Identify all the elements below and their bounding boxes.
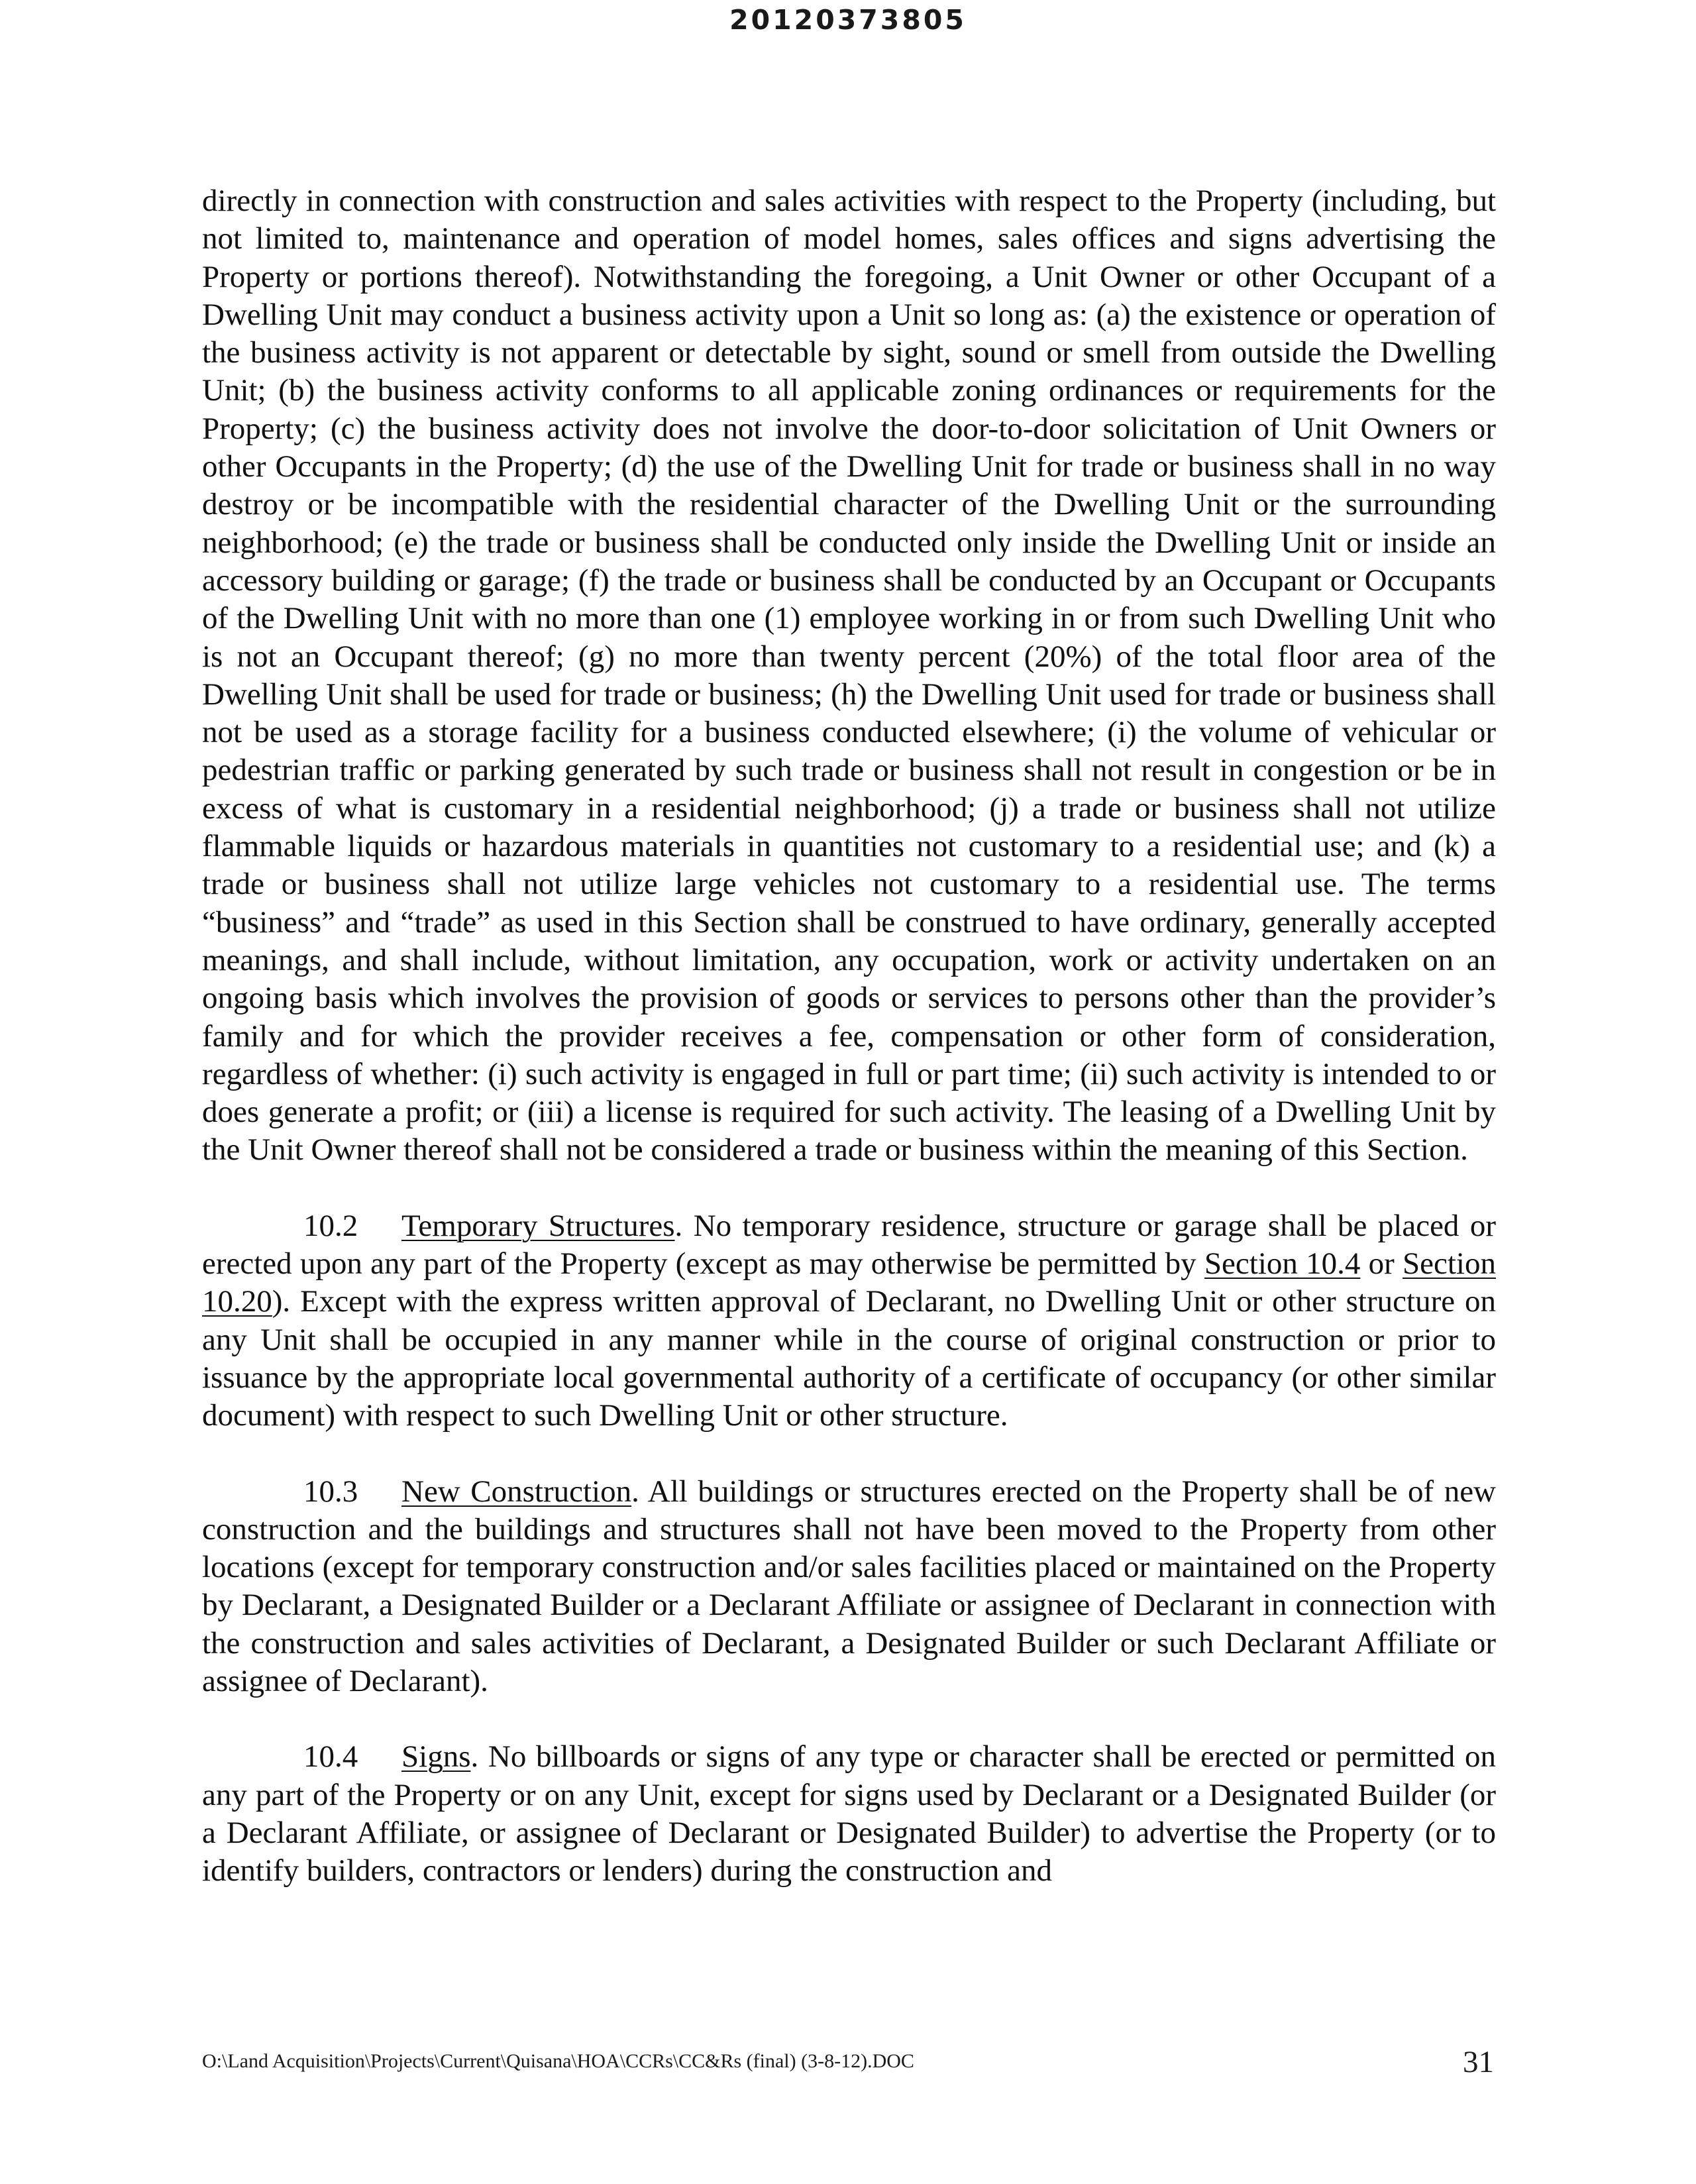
section-text: . All buildings or structures erected on the Property shall be of new construction and the buildings and structures shall not have been moved to the Property from other locations (except for temporary construction and/or sales facilities placed or maintained on the Property by Declarant, a Designated Builder or a Declarant Affiliate or assignee of Declarant in connection with the construction and sales activities of Declarant, a Designated Builder or such Declarant Affiliate or assignee of Declarant). [202, 1474, 1496, 1698]
continuation-paragraph: directly in connection with construction and sales activities with respect to the Property (including, but not limited to, maintenance and operation of model homes, sales offices and signs advertising the Property or portions thereof). Notwithstanding the foregoing, a Unit Owner or other Occupant of a Dwelling Unit may conduct a business activity upon a Unit so long as: (a) the existence or operation of the business activity is not apparent or detectable by sight, sound or smell from outside the Dwelling Unit; (b) the business activity conforms to all applicable zoning ordinances or requirements for the Property; (c) the business activity does not involve the door-to-door solicitation of Unit Owners or other Occupants in the Property; (d) the use of the Dwelling Unit for trade or business shall in no way destroy or be incompatible with the residential character of the Dwelling Unit or the surrounding neighborhood; (e) the trade or business shall be conducted only inside the Dwelling Unit or inside an accessory building or garage; (f) the trade or business shall be conducted by an Occupant or Occupants of the Dwelling Unit with no more than one (1) employee working in or from such Dwelling Unit who is not an Occupant thereof; (g) no more than twenty percent (20%) of the total floor area of the Dwelling Unit shall be used for trade or business; (h) the Dwelling Unit used for trade or business shall not be used as a storage facility for a business conducted elsewhere; (i) the volume of vehicular or pedestrian traffic or parking generated by such trade or business shall not result in congestion or be in excess of what is customary in a residential neighborhood; (j) a trade or business shall not utilize flammable liquids or hazardous materials in quantities not customary to a residential use; and (k) a trade or business shall not utilize large vehicles not customary to a residential use. The terms “business” and “trade” as used in this Section shall be construed to have ordinary, generally accepted meanings, and shall include, without limitation, any occupation, work or activity undertaken on an ongoing basis which involves the provision of goods or services to persons other than the provider’s family and for which the provider receives a fee, compensation or other form of consideration, regardless of whether: (i) such activity is engaged in full or part time; (ii) such activity is intended to or does generate a profit; or (iii) a license is required for such activity. The leasing of a Dwelling Unit by the Unit Owner thereof shall not be considered a trade or business within the meaning of this Section. [202, 184, 1496, 1168]
section-title: New Construction [401, 1474, 632, 1509]
recording-number: 20120373805 [729, 4, 967, 36]
document-body [202, 182, 1496, 1890]
section-number: 10.4 [303, 1739, 358, 1774]
section-reference: Section 10.4 [1204, 1246, 1361, 1282]
section-title: Temporary Structures [401, 1208, 675, 1243]
section-number: 10.3 [303, 1474, 358, 1509]
section-10-4 [202, 1738, 1496, 1890]
section-text: . No temporary residence, structure or garage shall be placed or erected upon any part of the Property (except as may otherwise be permitted by [202, 1208, 1496, 1282]
section-reference: Section 10.20 [202, 1246, 1496, 1319]
section-text: ). Except with the express written approval of Declarant, no Dwelling Unit or other structure on any Unit shall be occupied in any manner while in the course of original construction or prior to issuance by the appropriate local governmental authority of a certificate of occupancy (or other similar document) with respect to such Dwelling Unit or other structure. [202, 1284, 1496, 1433]
section-title: Signs [401, 1739, 471, 1774]
footer-file-path: O:\Land Acquisition\Projects\Current\Quisana\HOA\CCRs\CC&Rs (final) (3-8-12).DOC [202, 2050, 914, 2072]
section-10-3 [202, 1473, 1496, 1701]
section-number: 10.2 [303, 1208, 358, 1243]
section-text: or [1360, 1246, 1403, 1282]
page-number: 31 [1463, 2045, 1494, 2079]
section-10-2 [202, 1207, 1496, 1435]
section-text: . No billboards or signs of any type or character shall be erected or permitted on any part of the Property or on any Unit, except for signs used by Declarant or a Designated Builder (or a Declarant Affiliate, or assignee of Declarant or Designated Builder) to advertise the Property (or to identify builders, contractors or lenders) during the construction and [202, 1739, 1496, 1888]
